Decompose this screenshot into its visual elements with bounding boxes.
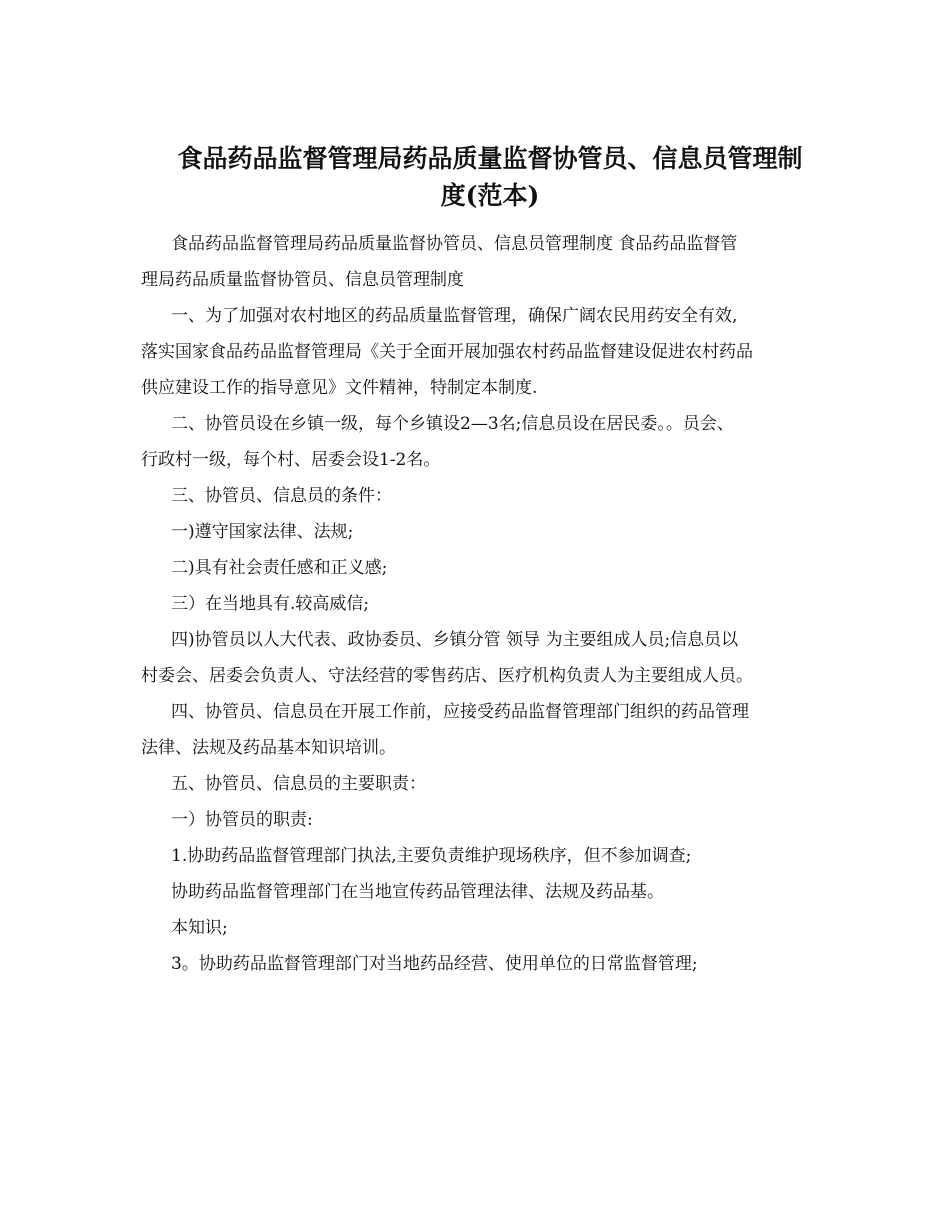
title-line: 度(范本) bbox=[440, 181, 540, 210]
text-line: 食品药品监督管理局药品质量监督协管员、信息员管理制度 食品药品监督管 bbox=[171, 234, 738, 254]
paragraph-intro bbox=[141, 226, 821, 298]
paragraph-duty-1 bbox=[141, 838, 821, 874]
text-line: 二、协管员设在乡镇一级，每个乡镇设2—3名;信息员设在居民委。。员会、 bbox=[171, 414, 734, 434]
paragraph-duties-heading bbox=[141, 802, 821, 838]
text-line: 三）在当地具有.较高威信; bbox=[171, 594, 370, 614]
paragraph-section-2 bbox=[141, 406, 821, 478]
text-line: 五、协管员、信息员的主要职责： bbox=[171, 774, 426, 794]
text-line: 一、为了加强对农村地区的药品质量监督管理，确保广阔农民用药安全有效, bbox=[171, 306, 738, 326]
paragraph-section-5 bbox=[141, 766, 821, 802]
text-line: 行政村一级，每个村、居委会设1-2名。 bbox=[141, 450, 441, 470]
paragraph-section-4 bbox=[141, 694, 821, 766]
document-body bbox=[141, 226, 821, 982]
text-line: 理局药品质量监督协管员、信息员管理制度 bbox=[141, 270, 464, 290]
paragraph-condition-4 bbox=[141, 622, 821, 694]
text-line: 法律、法规及药品基本知识培训。 bbox=[141, 738, 396, 758]
text-line: 落实国家食品药品监督管理局《关于全面开展加强农村药品监督建设促进农村药品 bbox=[141, 342, 753, 362]
paragraph-section-1 bbox=[141, 298, 821, 406]
text-line: 二)具有社会责任感和正义感; bbox=[171, 558, 388, 578]
text-line: 3。协助药品监督管理部门对当地药品经营、使用单位的日常监督管理; bbox=[171, 954, 698, 974]
paragraph-condition-3 bbox=[141, 586, 821, 622]
paragraph-duty-2 bbox=[141, 874, 821, 910]
text-line: 1.协助药品监督管理部门执法,主要负责维护现场秩序，但不参加调查; bbox=[171, 846, 692, 866]
text-line: 三、协管员、信息员的条件： bbox=[171, 486, 392, 506]
text-line: 村委会、居委会负责人、守法经营的零售药店、医疗机构负责人为主要组成人员。 bbox=[141, 666, 753, 686]
paragraph-duty-3 bbox=[141, 946, 821, 982]
text-line: 一）协管员的职责: bbox=[171, 810, 313, 830]
title-line: 食品药品监督管理局药品质量监督协管员、信息员管理制 bbox=[177, 144, 803, 173]
text-line: 一)遵守国家法律、法规; bbox=[171, 522, 354, 542]
paragraph-section-3 bbox=[141, 478, 821, 514]
paragraph-condition-2 bbox=[141, 550, 821, 586]
paragraph-duty-2-cont bbox=[141, 910, 821, 946]
text-line: 四、协管员、信息员在开展工作前，应接受药品监督管理部门组织的药品管理 bbox=[171, 702, 749, 722]
text-line: 本知识; bbox=[171, 918, 228, 938]
paragraph-condition-1 bbox=[141, 514, 821, 550]
text-line: 四)协管员以人大代表、政协委员、乡镇分管 领导 为主要组成人员;信息员以 bbox=[171, 630, 739, 650]
document-title bbox=[160, 140, 820, 214]
text-line: 协助药品监督管理部门在当地宣传药品管理法律、法规及药品基。 bbox=[171, 882, 664, 902]
text-line: 供应建设工作的指导意见》文件精神，特制定本制度. bbox=[141, 378, 538, 398]
